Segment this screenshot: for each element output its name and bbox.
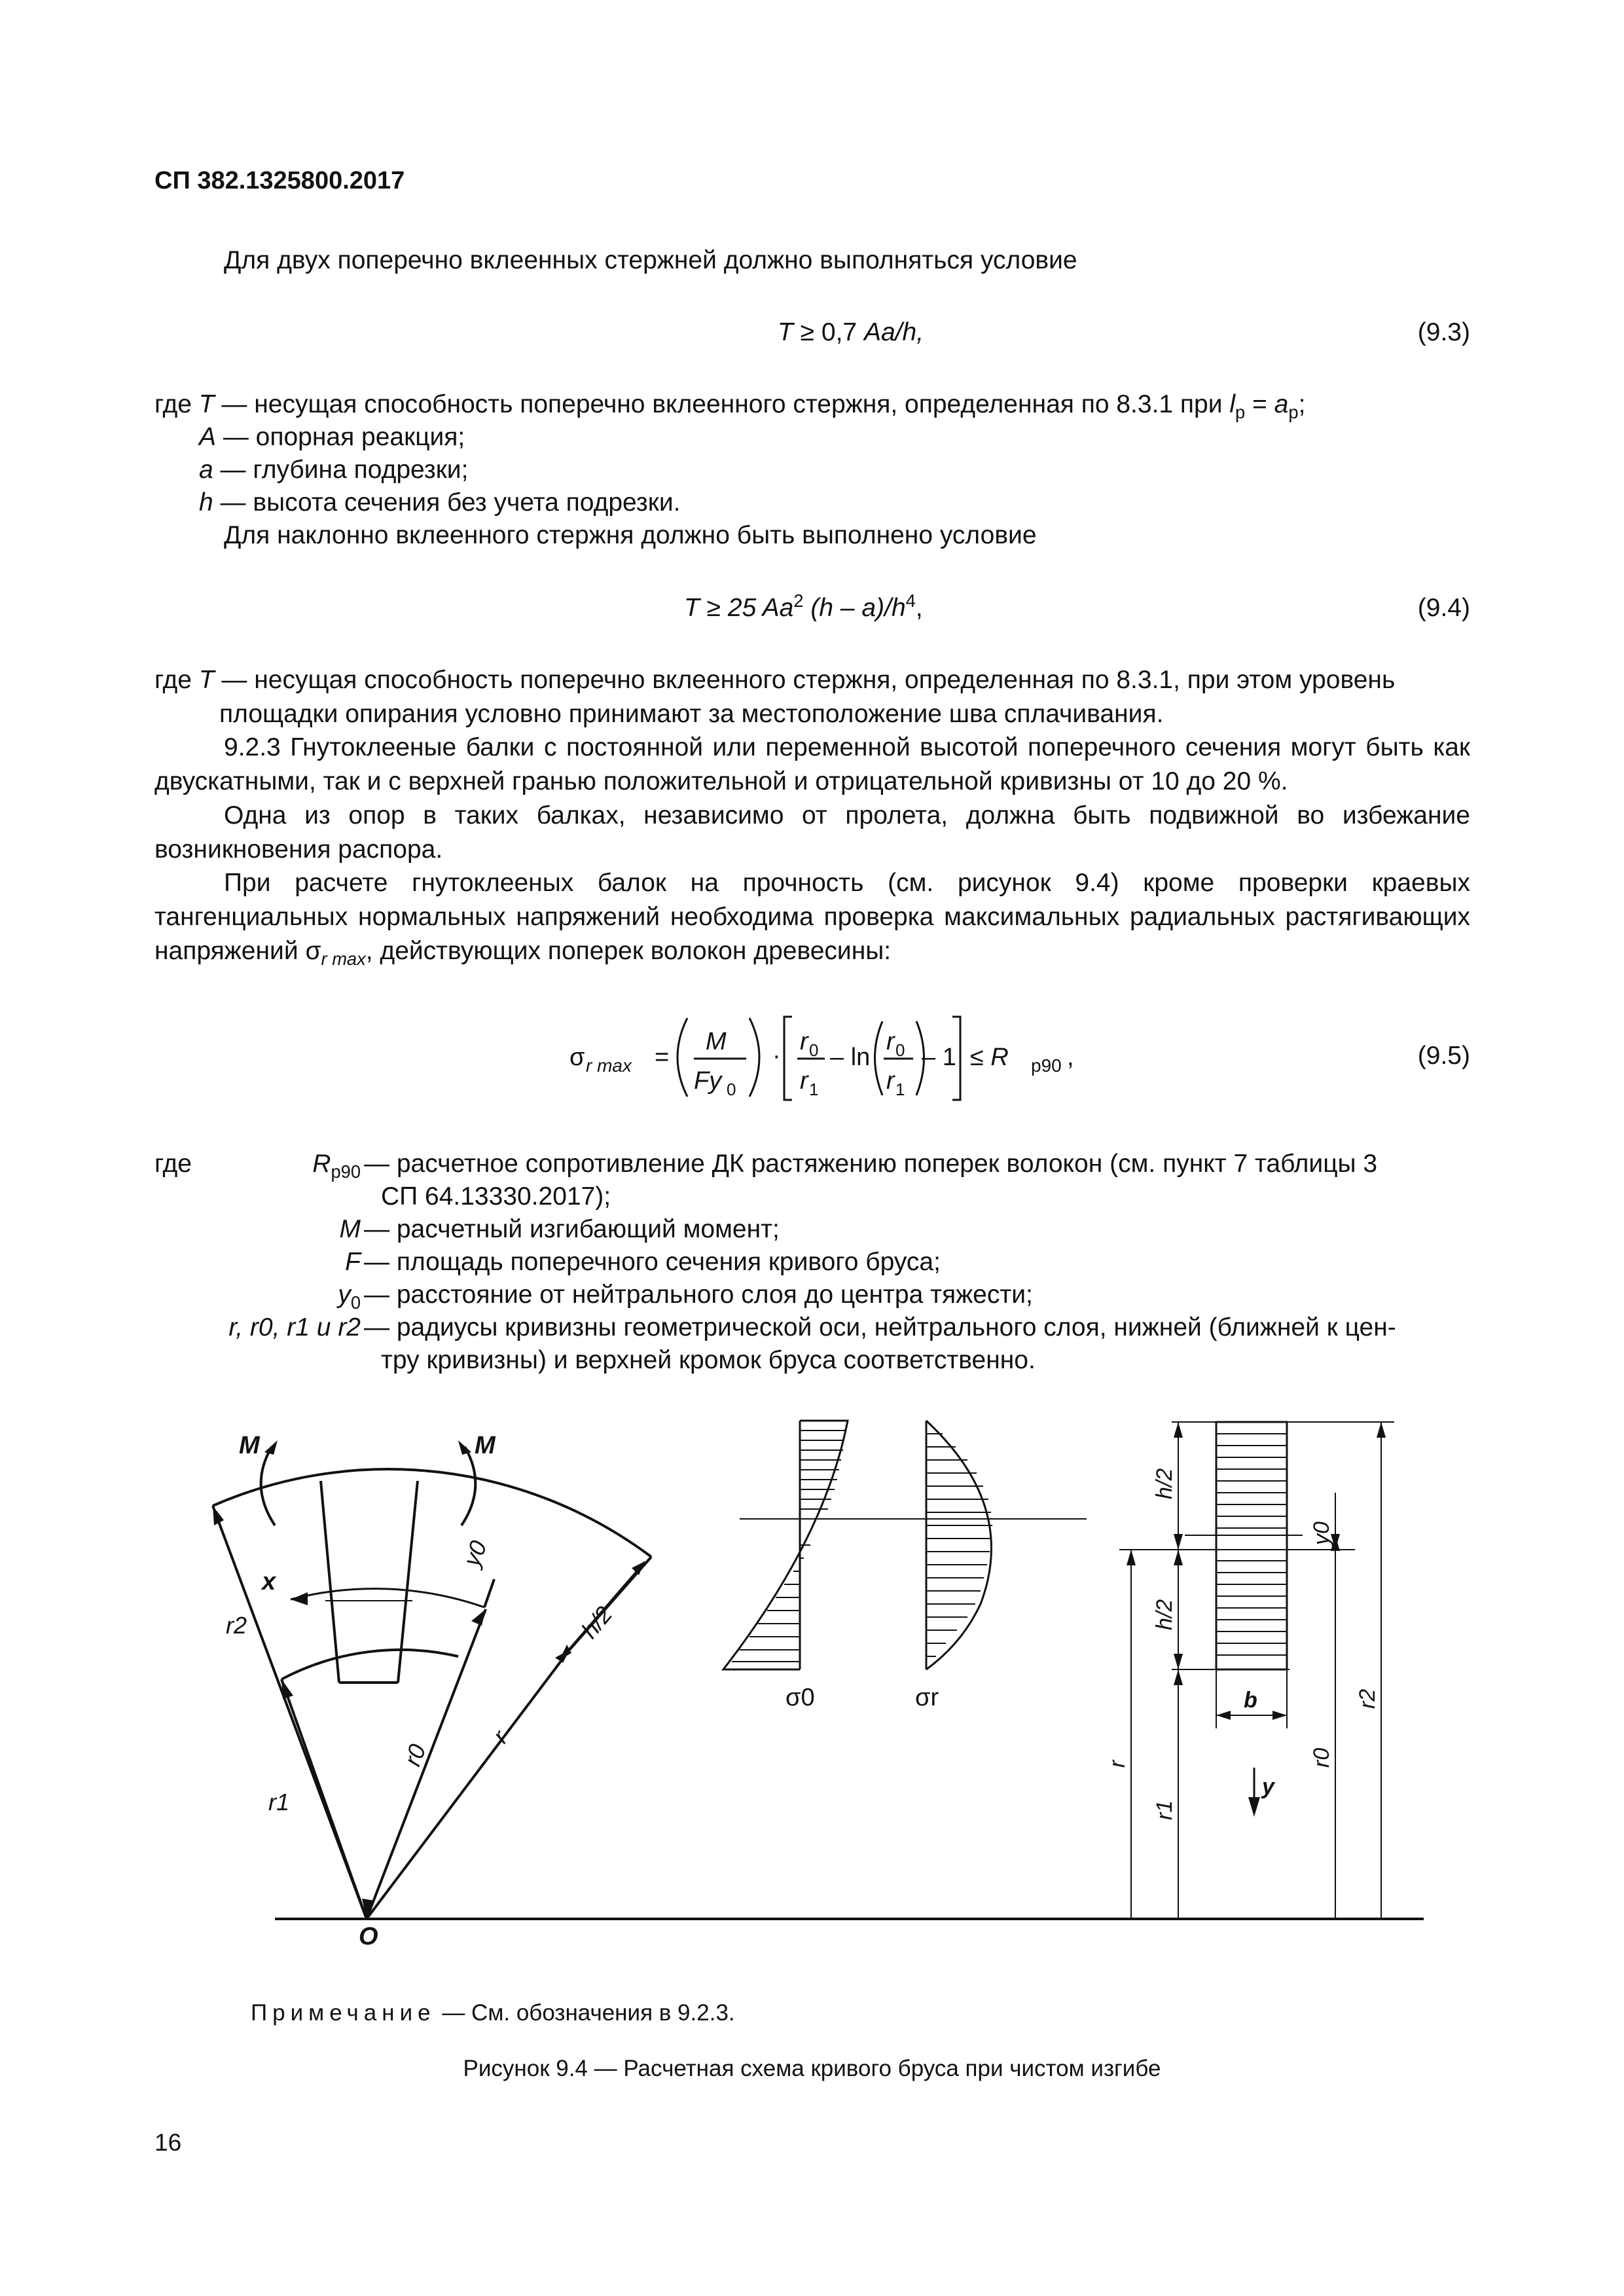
eq94-square: 2	[793, 591, 804, 611]
eq93-geq: ≥ 0,7	[800, 318, 857, 346]
label-O: O	[359, 1923, 378, 1950]
beam-right-edge	[398, 1481, 418, 1683]
sigma0-curve	[723, 1421, 848, 1669]
def-row-a	[199, 453, 468, 487]
label-h2-lower: h/2	[1152, 1599, 1177, 1630]
p5-sub: r max	[321, 948, 366, 969]
hatching-sigma0	[732, 1430, 846, 1662]
eq95-r1: r	[800, 1067, 808, 1095]
note-text: — См. обозначения в 9.2.3.	[435, 2000, 735, 2026]
hatching-sigmar	[926, 1434, 992, 1656]
def-text: — опорная реакция;	[216, 423, 465, 451]
def-text-F: — площадь поперечного сечения кривого бруса;	[364, 1248, 941, 1276]
def-text-R-cont: СП 64.13330.2017);	[381, 1182, 611, 1211]
radius-r-line	[367, 1650, 569, 1919]
eq95-r0: r	[800, 1028, 808, 1055]
def-text-radii: — радиусы кривизны геометрической оси, нейтрального слоя, нижней (ближней к цен-	[364, 1313, 1396, 1341]
def-text-continued: площадки опирания условно принимают за местоположение шва сплачивания.	[219, 700, 1164, 728]
cond-l: l	[1229, 390, 1236, 418]
document-code: СП 382.1325800.2017	[154, 167, 405, 194]
eq95-ln-r1: r	[886, 1067, 895, 1095]
label-y: y	[1262, 1774, 1274, 1799]
label-r0: r0	[398, 1740, 431, 1770]
equation-9-4	[684, 591, 923, 625]
arc-r2	[213, 1469, 651, 1557]
eq94-comma: ,	[915, 594, 923, 622]
eq95-M: M	[706, 1028, 727, 1055]
figure-9-4	[0, 1408, 1624, 1950]
radius-r1-line	[281, 1679, 367, 1919]
label-r0-section: r0	[1309, 1747, 1334, 1768]
cond-a: a	[1274, 390, 1289, 418]
eq95-Fy-sub: 0	[727, 1080, 736, 1099]
cond-end: ;	[1298, 390, 1306, 418]
eq95-minus-one: – 1	[922, 1044, 956, 1071]
def-symbol-y0: $y_0$	[338, 1281, 361, 1313]
def-symbol: T	[198, 666, 215, 694]
figure-caption: Рисунок 9.4 — Расчетная схема кривого бруса при чистом изгибе	[463, 2056, 1161, 2081]
moment-right-arc	[461, 1447, 475, 1525]
def-symbol-radii: r, r0, r1 и r2	[228, 1313, 361, 1341]
label-r2: r2	[226, 1612, 247, 1639]
eq95-eq: =	[655, 1044, 670, 1071]
definition-T-2	[154, 663, 1470, 731]
def-symbol: T	[198, 390, 215, 418]
label-h2-arc: h/2	[575, 1601, 618, 1644]
label-h2-upper: h/2	[1152, 1468, 1177, 1499]
moment-left-arrowhead	[264, 1440, 278, 1455]
equation-number-9-3: (9.3)	[1417, 318, 1470, 346]
def-text-radii-cont: тру кривизны) и верхней кромок бруса соответственно.	[381, 1346, 1036, 1374]
eq95-Fy: Fy	[694, 1067, 722, 1095]
cross-section-hatch	[1216, 1434, 1287, 1655]
definitions-1	[154, 388, 1470, 525]
def-symbol-R: $R_{p90}$	[312, 1150, 361, 1182]
paragraph-4: Одна из опор в таких балках, независимо от пролета, должна быть подвижной во избежание возникновения распора.	[154, 801, 1470, 864]
def-symbol-F: F	[345, 1248, 361, 1276]
eq95-minus-ln: – ln	[830, 1044, 871, 1071]
eq95-r0-sub: 0	[809, 1040, 819, 1060]
label-M-left: M	[239, 1432, 260, 1459]
equation-number-9-4: (9.4)	[1417, 594, 1470, 622]
eq95-sub: r max	[586, 1055, 632, 1076]
paragraph-2: Для наклонно вклеенного стержня должно быть выполнено условие	[224, 521, 1037, 549]
sigmar-curve	[926, 1421, 991, 1669]
page-number: 16	[154, 2129, 182, 2156]
cross-section	[1216, 1422, 1287, 1669]
paragraph-1: Для двух поперечно вклеенных стержней должно выполняться условие	[224, 246, 1077, 274]
equation-9-5	[563, 1005, 1087, 1110]
def-text-R: — расчетное сопротивление ДК растяжению поперек волокон (см. пункт 7 таблицы 3	[364, 1150, 1378, 1178]
definitions-2	[154, 1147, 1470, 1376]
y0-ext	[484, 1579, 494, 1607]
moment-right-arrowhead	[458, 1440, 471, 1455]
label-sigmar: σr	[915, 1684, 939, 1711]
eq95-leq: ≤ R	[970, 1044, 1009, 1071]
def-text-y0: — расстояние от нейтрального слоя до центра тяжести;	[364, 1281, 1033, 1309]
where-label: где	[154, 390, 192, 418]
svg-text:·: ·	[772, 1042, 781, 1070]
label-y0-section: y0	[1309, 1522, 1334, 1545]
eq95-ln-r0: r	[886, 1028, 895, 1055]
label-r: r	[486, 1725, 513, 1748]
eq95-comma: ,	[1067, 1044, 1074, 1071]
equation-9-3	[778, 316, 924, 350]
label-y0: y0	[458, 1537, 492, 1570]
def-text: — глубина подрезки;	[213, 456, 469, 484]
cond-eq: =	[1245, 390, 1274, 418]
label-r1: r1	[268, 1789, 290, 1815]
arc-r1	[281, 1650, 458, 1679]
where-label: где	[154, 1150, 192, 1178]
def-row-A	[199, 420, 465, 454]
equation-number-9-5: (9.5)	[1417, 1042, 1470, 1070]
radius-r0-line	[367, 1609, 486, 1919]
paragraph-9-2-3: 9.2.3 Гнутоклееные балки с постоянной или переменной высотой поперечного сечения могут быть как двускатными, так и с верхней гранью положительной и отрицательной кривизны от 10 до 20 %.	[154, 733, 1470, 795]
note-label: Примечание	[251, 2000, 436, 2026]
label-sigma0: σ0	[785, 1684, 815, 1711]
def-symbol: A	[199, 423, 217, 451]
label-x: x	[262, 1568, 276, 1595]
eq93-rhs: Aa/h,	[863, 318, 924, 346]
eq95-ln-r1-sub: 1	[895, 1080, 905, 1099]
def-text: — несущая способность поперечно вклеенного стержня, определенная по 8.3.1, при этом уровень	[214, 666, 1396, 694]
def-row-h	[199, 486, 680, 520]
def-symbol-M: M	[339, 1215, 361, 1243]
eq94-Aa: Aa	[762, 594, 794, 622]
label-r2-section: r2	[1355, 1688, 1380, 1709]
where-label: где	[154, 666, 192, 694]
eq94-fourth: 4	[905, 591, 916, 611]
eq95-r1-sub: 1	[809, 1080, 819, 1099]
beam-left-edge	[321, 1481, 339, 1683]
def-text-M: — расчетный изгибающий момент;	[364, 1215, 780, 1243]
cond-sub: p	[1235, 401, 1246, 422]
def-text: — несущая способность поперечно вклеенного стержня, определенная по 8.3.1 при	[214, 390, 1230, 418]
cond-sub-2: p	[1288, 401, 1299, 422]
eq93-T: T	[778, 318, 793, 346]
eq95-ln-r0-sub: 0	[895, 1040, 905, 1060]
eq94-mid: (h – a)/h	[803, 594, 906, 622]
label-r1-section: r1	[1152, 1800, 1177, 1820]
eq95-rp: p90	[1031, 1055, 1062, 1076]
eq94-lhs: T ≥ 25	[684, 594, 763, 622]
label-M-right: M	[475, 1432, 496, 1459]
def-symbol: h	[199, 488, 213, 517]
figure-note	[251, 2000, 735, 2026]
label-r-section: r	[1105, 1760, 1130, 1768]
def-symbol: a	[199, 456, 213, 484]
arc-x-axis	[291, 1589, 484, 1607]
paragraph-5	[154, 866, 1470, 968]
def-row-T	[154, 388, 1305, 422]
p5-text: При расчете гнутоклееных балок на прочность (см. рисунок 9.4) кроме проверки краевых тангенциальных нормальных напряжений необходима проверка максимальных радиальных растягивающих напряжений σ	[154, 869, 1470, 965]
def-text: — высота сечения без учета подрезки.	[213, 488, 681, 517]
p5-text-end: , действующих поперек волокон древесины:	[365, 937, 892, 965]
label-b: b	[1244, 1688, 1257, 1713]
eq95-sigma: σ	[569, 1044, 585, 1071]
